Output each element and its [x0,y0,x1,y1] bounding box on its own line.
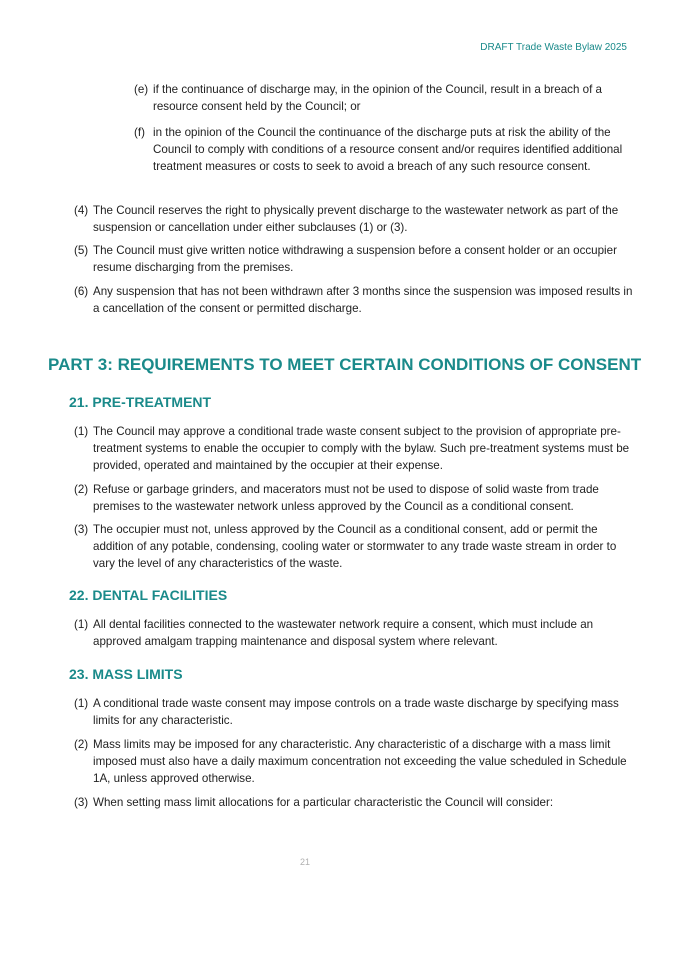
clause-23-3 [74,794,634,811]
clause-23-2 [74,736,634,788]
subclause-f [134,124,634,176]
page-number: 21 [299,857,310,867]
clause-text: The occupier must not, unless approved by the Council as a conditional consent, add or permit the addition of any potable, condensing, cooling water or stormwater to any trade waste stream in order to vary the level of any characteristics of the waste. [93,523,617,571]
clause-21-2 [74,481,634,515]
clause-6 [74,283,634,317]
clause-text: The Council reserves the right to physically prevent discharge to the wastewater network as part of the suspension or cancellation under either subclauses (1) or (3). [93,204,619,235]
section-heading-dental: 22. DENTAL FACILITIES [69,587,228,603]
clause-text: Mass limits may be imposed for any characteristic. Any characteristic of a discharge with a mass limit imposed must also have a daily maximum concentration not exceeding the value scheduled in Schedule 1A, unless approved otherwise. [93,738,627,786]
subclause-e [134,81,634,115]
clause-label: (5) [74,244,89,257]
section-heading-mass-limits: 23. MASS LIMITS [69,666,183,682]
clause-5 [74,242,634,276]
clause-text: Any suspension that has not been withdrawn after 3 months since the suspension was imposed results in a cancellation of the consent or permitted discharge. [93,285,633,316]
clause-text: When setting mass limit allocations for a particular characteristic the Council will consider: [93,796,554,809]
subclause-text: if the continuance of discharge may, in the opinion of the Council, result in a breach of a resource consent held by the Council; or [153,83,602,114]
subclause-label: (e) [134,83,149,96]
subclause-label: (f) [134,126,145,139]
clause-text: All dental facilities connected to the wastewater network require a consent, which must include an approved amalgam trapping maintenance and disposal system where relevant. [93,618,594,649]
clause-label: (2) [74,738,89,751]
clause-23-1 [74,695,634,729]
subclause-text: in the opinion of the Council the continuance of the discharge puts at risk the ability of the Council to comply with conditions of a resource consent and/or requires identified additional treatment measures or costs to seek to avoid a breach of any such resource consent. [153,126,623,174]
clause-text: Refuse or garbage grinders, and macerators must not be used to dispose of solid waste from trade premises to the wastewater network unless approved by the Council as a conditional consent. [93,483,599,514]
clause-label: (3) [74,523,89,536]
clause-label: (6) [74,285,89,298]
clause-21-1 [74,423,634,475]
clause-label: (3) [74,796,89,809]
clause-label: (1) [74,697,89,710]
clause-label: (2) [74,483,89,496]
clause-text: The Council must give written notice withdrawing a suspension before a consent holder or an occupier resume discharging from the premises. [93,244,617,275]
section-heading-pretreatment: 21. PRE-TREATMENT [69,394,212,410]
clause-4 [74,202,634,236]
clause-21-3 [74,521,634,573]
clause-label: (1) [74,618,89,631]
clause-text: The Council may approve a conditional trade waste consent subject to the provision of appropriate pre-treatment systems to enable the occupier to comply with the bylaw. Such pre-treatment systems must be provided, operated and maintained by the occupier at their expense. [93,425,630,473]
part-heading: PART 3: REQUIREMENTS TO MEET CERTAIN CONDITIONS OF CONSENT [48,355,642,374]
clause-label: (4) [74,204,89,217]
clause-text: A conditional trade waste consent may impose controls on a trade waste discharge by specifying mass limits for any characteristic. [93,697,619,728]
document-header-title: DRAFT Trade Waste Bylaw 2025 [480,42,627,53]
clause-22-1 [74,616,634,650]
clause-label: (1) [74,425,89,438]
